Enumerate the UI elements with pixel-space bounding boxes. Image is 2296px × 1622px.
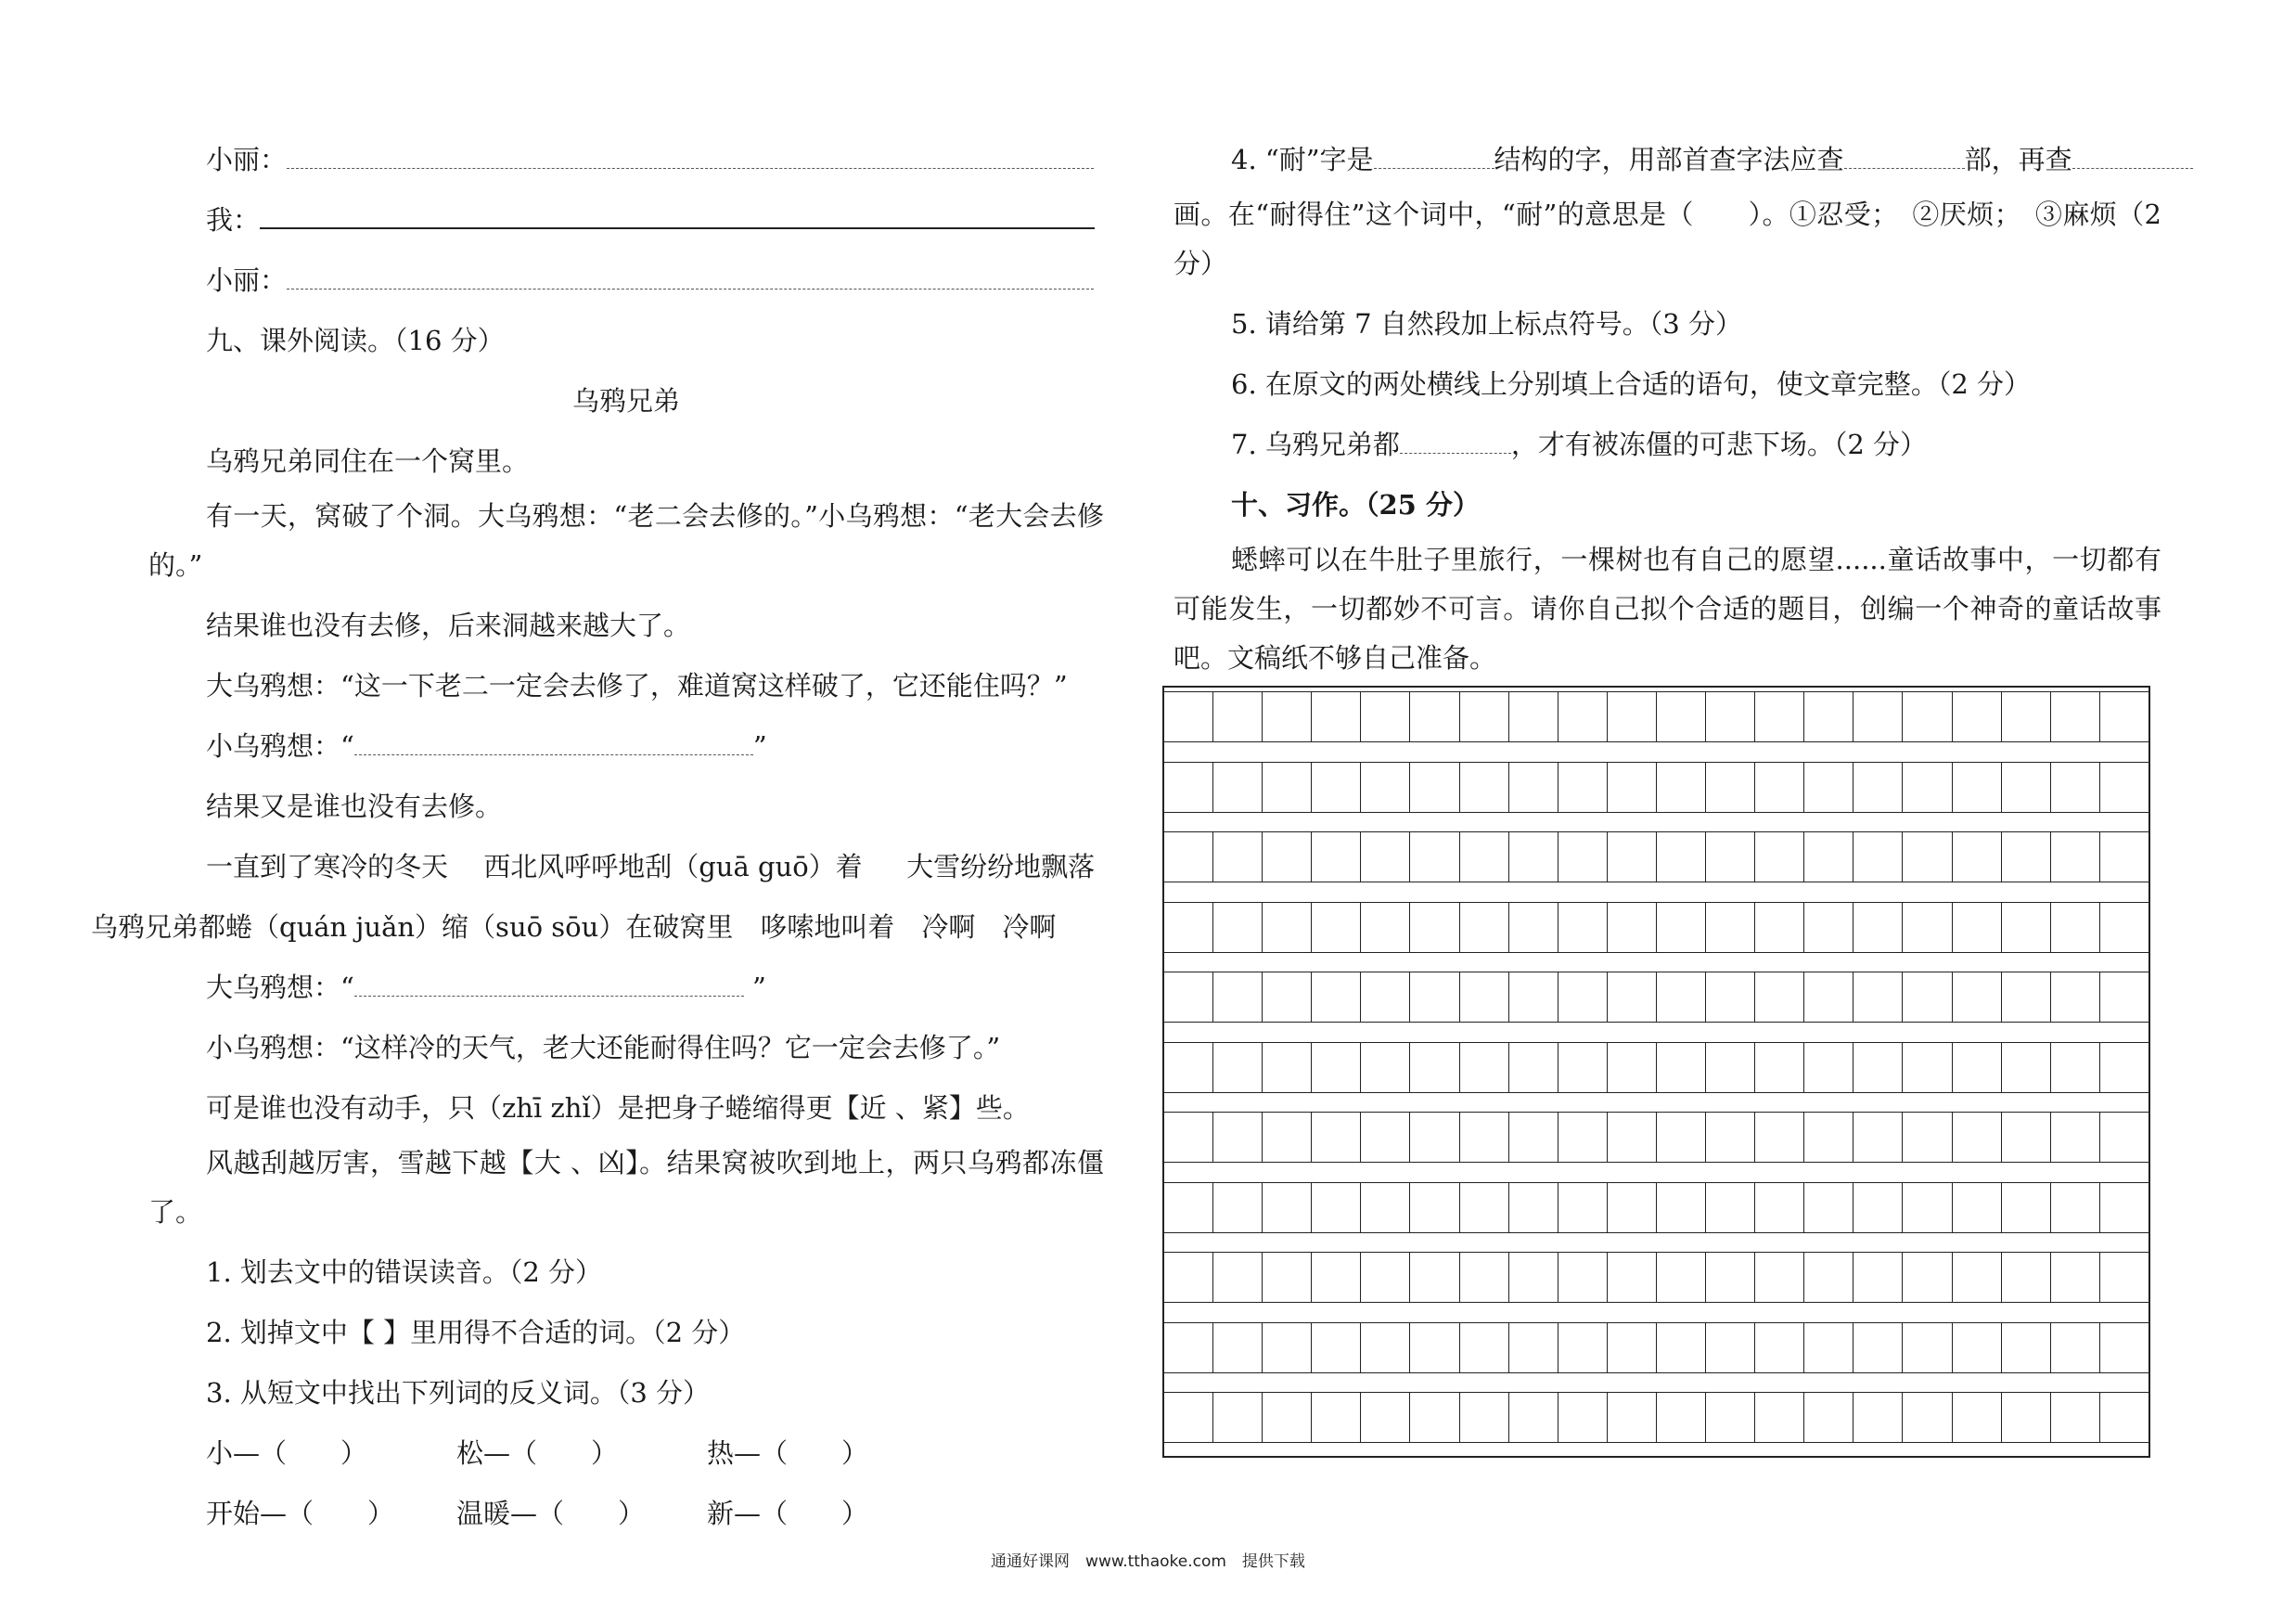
grid-cell[interactable] xyxy=(1164,1043,1212,1092)
fill-in-blank[interactable] xyxy=(1844,140,1965,169)
grid-cell[interactable] xyxy=(1360,972,1409,1022)
grid-cell[interactable] xyxy=(1656,763,1705,812)
grid-cell[interactable] xyxy=(1952,1253,2001,1302)
grid-cell[interactable] xyxy=(1952,972,2001,1022)
question-1: 1. 划去文中的错误读音。（2 分） xyxy=(206,1256,603,1288)
story-paragraph-with-blank xyxy=(148,958,1104,1018)
grid-cell[interactable] xyxy=(1607,692,1656,741)
grid-cell[interactable] xyxy=(1558,1183,1607,1232)
grid-cell[interactable] xyxy=(1952,1043,2001,1092)
question-7 xyxy=(1174,415,2161,475)
grid-cell[interactable] xyxy=(1459,832,1508,882)
question-6: 6. 在原文的两处横线上分别填上合适的语句，使文章完整。（2 分） xyxy=(1231,368,2032,400)
grid-cell[interactable] xyxy=(1508,1393,1558,1442)
grid-cell[interactable] xyxy=(1508,692,1558,741)
grid-cell[interactable] xyxy=(1360,903,1409,952)
grid-cell[interactable] xyxy=(1311,1113,1360,1162)
grid-cell[interactable] xyxy=(1803,1323,1853,1372)
grid-cell[interactable] xyxy=(1164,692,1212,741)
antonym-item[interactable]: 开始—（ ） xyxy=(206,1498,395,1529)
section-9-heading: 九、课外阅读。（16 分） xyxy=(206,325,505,356)
grid-cell[interactable] xyxy=(1459,1393,1508,1442)
grid-cell[interactable] xyxy=(1853,1043,1902,1092)
story-paragraph-7-line1: 一直到了寒冷的冬天 西北风呼呼地刮（guā guō）着 大雪纷纷地飘落 xyxy=(206,851,1096,882)
grid-cell[interactable] xyxy=(1853,832,1902,882)
grid-cell[interactable] xyxy=(1803,763,1853,812)
grid-cell[interactable] xyxy=(2001,1113,2050,1162)
grid-cell[interactable] xyxy=(1803,1113,1853,1162)
antonym-item[interactable]: 新—（ ） xyxy=(707,1498,869,1529)
grid-cell[interactable] xyxy=(1360,763,1409,812)
grid-cell[interactable] xyxy=(1754,1113,1803,1162)
story-text: 大乌鸦想：“ xyxy=(206,972,354,1003)
answer-blank[interactable] xyxy=(260,201,1095,229)
grid-cell[interactable] xyxy=(1558,1393,1607,1442)
question-5: 5. 请给第 7 自然段加上标点符号。（3 分） xyxy=(1231,308,1742,340)
dialogue-line-wo xyxy=(148,190,1104,251)
grid-cell[interactable] xyxy=(1212,1113,1262,1162)
question-4-continued: 画。在“耐得住”这个词中，“耐”的意思是（ ）。①忍受； ②厌烦； ③麻烦（2 分） xyxy=(1174,199,2161,279)
question-text: 部，再查 xyxy=(1964,144,2072,175)
grid-cell[interactable] xyxy=(1311,1393,1360,1442)
grid-cell[interactable] xyxy=(1409,1043,1458,1092)
grid-cell[interactable] xyxy=(1508,972,1558,1022)
grid-cell[interactable] xyxy=(1902,692,1951,741)
grid-cell[interactable] xyxy=(1754,1043,1803,1092)
grid-cell[interactable] xyxy=(1311,1253,1360,1302)
question-text: 4. “耐”字是 xyxy=(1231,144,1374,175)
grid-cell[interactable] xyxy=(2050,1113,2099,1162)
grid-cell[interactable] xyxy=(1262,763,1311,812)
story-paragraph-with-blank xyxy=(148,716,1104,777)
grid-cell[interactable] xyxy=(2099,972,2148,1022)
grid-row xyxy=(1164,1112,2148,1163)
grid-row xyxy=(1164,691,2148,742)
grid-cell[interactable] xyxy=(1558,1113,1607,1162)
grid-cell[interactable] xyxy=(1607,972,1656,1022)
grid-cell[interactable] xyxy=(2001,1323,2050,1372)
grid-cell[interactable] xyxy=(2001,1183,2050,1232)
grid-cell[interactable] xyxy=(1754,1323,1803,1372)
grid-cell[interactable] xyxy=(1508,832,1558,882)
grid-cell[interactable] xyxy=(1656,1253,1705,1302)
question-4-line1 xyxy=(1174,130,2161,190)
grid-cell[interactable] xyxy=(1311,1043,1360,1092)
grid-cell[interactable] xyxy=(1262,832,1311,882)
grid-cell[interactable] xyxy=(1853,903,1902,952)
grid-cell[interactable] xyxy=(1607,832,1656,882)
grid-cell[interactable] xyxy=(1952,1183,2001,1232)
grid-row xyxy=(1164,1392,2148,1443)
grid-cell[interactable] xyxy=(1754,1253,1803,1302)
grid-cell[interactable] xyxy=(2099,1113,2148,1162)
grid-row xyxy=(1164,1182,2148,1233)
grid-cell[interactable] xyxy=(1803,1183,1853,1232)
grid-cell[interactable] xyxy=(1262,692,1311,741)
grid-cell[interactable] xyxy=(1212,972,1262,1022)
grid-cell[interactable] xyxy=(1656,832,1705,882)
left-column xyxy=(91,130,1104,1544)
grid-cell[interactable] xyxy=(1409,692,1458,741)
grid-cell[interactable] xyxy=(2099,1393,2148,1442)
grid-row xyxy=(1164,1322,2148,1373)
grid-cell[interactable] xyxy=(1409,832,1458,882)
grid-cell[interactable] xyxy=(1607,1183,1656,1232)
grid-cell[interactable] xyxy=(1459,1253,1508,1302)
grid-cell[interactable] xyxy=(1459,903,1508,952)
grid-cell[interactable] xyxy=(1607,1043,1656,1092)
grid-cell[interactable] xyxy=(1360,1323,1409,1372)
grid-cell[interactable] xyxy=(1508,903,1558,952)
grid-cell[interactable] xyxy=(1952,763,2001,812)
grid-cell[interactable] xyxy=(2050,692,2099,741)
grid-cell[interactable] xyxy=(1902,1323,1951,1372)
grid-cell[interactable] xyxy=(1558,832,1607,882)
question-2: 2. 划掉文中【 】里用得不合适的词。（2 分） xyxy=(206,1317,746,1348)
grid-cell[interactable] xyxy=(2050,1393,2099,1442)
grid-cell[interactable] xyxy=(1902,903,1951,952)
grid-cell[interactable] xyxy=(1853,1323,1902,1372)
grid-cell[interactable] xyxy=(2099,1043,2148,1092)
grid-row xyxy=(1164,831,2148,882)
grid-cell[interactable] xyxy=(1607,1323,1656,1372)
grid-cell[interactable] xyxy=(1853,692,1902,741)
grid-cell[interactable] xyxy=(1952,1393,2001,1442)
antonym-item[interactable]: 温暖—（ ） xyxy=(456,1498,646,1529)
question-3: 3. 从短文中找出下列词的反义词。（3 分） xyxy=(206,1377,711,1409)
story-paragraph: 风越刮越厉害，雪越下越【大 、凶】。结果窝被吹到地上，两只乌鸦都冻僵了。 xyxy=(148,1147,1104,1228)
grid-cell[interactable] xyxy=(1459,1183,1508,1232)
dialogue-line-xiaoli-1 xyxy=(148,130,1104,190)
grid-cell[interactable] xyxy=(1212,903,1262,952)
grid-cell[interactable] xyxy=(2050,1183,2099,1232)
section-10-heading: 十、习作。（25 分） xyxy=(1231,489,1480,521)
grid-cell[interactable] xyxy=(1656,903,1705,952)
grid-cell[interactable] xyxy=(1360,1253,1409,1302)
grid-cell[interactable] xyxy=(1705,1393,1754,1442)
grid-cell[interactable] xyxy=(1803,1043,1853,1092)
grid-cell[interactable] xyxy=(1212,1043,1262,1092)
speaker-label: 小丽： xyxy=(206,144,288,175)
grid-cell[interactable] xyxy=(1360,1393,1409,1442)
grid-cell[interactable] xyxy=(2099,763,2148,812)
writing-prompt: 蟋蟀可以在牛肚子里旅行，一棵树也有自己的愿望......童话故事中，一切都有可能发生，一切都妙不可言。请你自己拟个合适的题目，创编一个神奇的童话故事吧。文稿纸不够自己准备。 xyxy=(1174,544,2161,674)
antonym-row xyxy=(148,1484,1104,1544)
grid-cell[interactable] xyxy=(1459,763,1508,812)
grid-cell[interactable] xyxy=(1262,972,1311,1022)
grid-cell[interactable] xyxy=(1607,1113,1656,1162)
grid-cell[interactable] xyxy=(1262,1323,1311,1372)
answer-blank[interactable] xyxy=(287,140,1094,169)
grid-cell[interactable] xyxy=(1459,1043,1508,1092)
answer-blank[interactable] xyxy=(287,261,1094,290)
grid-cell[interactable] xyxy=(1902,1043,1951,1092)
grid-cell[interactable] xyxy=(1902,1113,1951,1162)
grid-cell[interactable] xyxy=(1164,1393,1212,1442)
grid-cell[interactable] xyxy=(1164,832,1212,882)
grid-cell[interactable] xyxy=(1952,832,2001,882)
grid-row xyxy=(1164,1042,2148,1093)
grid-cell[interactable] xyxy=(1164,1253,1212,1302)
grid-cell[interactable] xyxy=(2099,903,2148,952)
grid-row xyxy=(1164,902,2148,953)
grid-cell[interactable] xyxy=(2050,1323,2099,1372)
grid-cell[interactable] xyxy=(1360,1043,1409,1092)
grid-cell[interactable] xyxy=(1311,1183,1360,1232)
grid-cell[interactable] xyxy=(1656,1183,1705,1232)
question-text: 7. 乌鸦兄弟都 xyxy=(1231,429,1400,460)
grid-cell[interactable] xyxy=(1164,903,1212,952)
antonym-item[interactable]: 松—（ ） xyxy=(456,1437,619,1469)
grid-cell[interactable] xyxy=(1212,1183,1262,1232)
grid-cell[interactable] xyxy=(1311,972,1360,1022)
dialogue-line-xiaoli-2 xyxy=(148,251,1104,311)
grid-cell[interactable] xyxy=(1705,832,1754,882)
grid-cell[interactable] xyxy=(1558,1323,1607,1372)
grid-cell[interactable] xyxy=(1508,1113,1558,1162)
grid-cell[interactable] xyxy=(1754,832,1803,882)
grid-cell[interactable] xyxy=(1656,1323,1705,1372)
grid-cell[interactable] xyxy=(1164,972,1212,1022)
grid-cell[interactable] xyxy=(2001,763,2050,812)
grid-cell[interactable] xyxy=(1360,832,1409,882)
grid-cell[interactable] xyxy=(1262,1393,1311,1442)
grid-cell[interactable] xyxy=(1656,1043,1705,1092)
grid-cell[interactable] xyxy=(2050,832,2099,882)
grid-cell[interactable] xyxy=(1803,832,1853,882)
grid-cell[interactable] xyxy=(1853,1113,1902,1162)
grid-cell[interactable] xyxy=(1754,692,1803,741)
grid-cell[interactable] xyxy=(1705,903,1754,952)
grid-row xyxy=(1164,972,2148,1023)
grid-cell[interactable] xyxy=(1705,692,1754,741)
story-paragraph-7-line2: 乌鸦兄弟都蜷（quán juǎn）缩（suō sōu）在破窝里 哆嗦地叫着 冷啊 冷啊 xyxy=(91,911,1057,943)
grid-cell[interactable] xyxy=(1459,692,1508,741)
grid-cell[interactable] xyxy=(1409,903,1458,952)
grid-cell[interactable] xyxy=(1902,972,1951,1022)
grid-cell[interactable] xyxy=(1853,1253,1902,1302)
grid-cell[interactable] xyxy=(1262,903,1311,952)
grid-cell[interactable] xyxy=(1311,1323,1360,1372)
grid-cell[interactable] xyxy=(1311,832,1360,882)
grid-cell[interactable] xyxy=(1754,1183,1803,1232)
grid-cell[interactable] xyxy=(1902,1183,1951,1232)
grid-cell[interactable] xyxy=(2001,692,2050,741)
grid-cell[interactable] xyxy=(1212,763,1262,812)
footer-credit: 通通好课网 www.tthaoke.com 提供下载 xyxy=(991,1552,1305,1571)
grid-row xyxy=(1164,762,2148,813)
story-text: ” xyxy=(752,730,767,762)
grid-cell[interactable] xyxy=(1262,1113,1311,1162)
grid-cell[interactable] xyxy=(1952,1323,2001,1372)
grid-cell[interactable] xyxy=(1360,1113,1409,1162)
grid-cell[interactable] xyxy=(1212,692,1262,741)
story-paragraph: 有一天，窝破了个洞。大乌鸦想：“老二会去修的。”小乌鸦想：“老大会去修的。” xyxy=(148,500,1104,581)
grid-row xyxy=(1164,1252,2148,1303)
grid-cell[interactable] xyxy=(1508,763,1558,812)
grid-cell[interactable] xyxy=(1803,1393,1853,1442)
grid-cell[interactable] xyxy=(2099,692,2148,741)
grid-cell[interactable] xyxy=(1558,1043,1607,1092)
grid-cell[interactable] xyxy=(1803,903,1853,952)
grid-cell[interactable] xyxy=(1607,903,1656,952)
grid-cell[interactable] xyxy=(1902,1393,1951,1442)
grid-cell[interactable] xyxy=(1607,1253,1656,1302)
grid-cell[interactable] xyxy=(1803,1253,1853,1302)
fill-in-blank[interactable] xyxy=(1374,140,1494,169)
grid-cell[interactable] xyxy=(1656,692,1705,741)
grid-cell[interactable] xyxy=(1853,1183,1902,1232)
fill-in-blank[interactable] xyxy=(354,727,753,755)
antonym-item[interactable]: 小—（ ） xyxy=(206,1437,368,1469)
grid-cell[interactable] xyxy=(1311,763,1360,812)
grid-cell[interactable] xyxy=(1360,692,1409,741)
grid-cell[interactable] xyxy=(2050,1253,2099,1302)
grid-cell[interactable] xyxy=(1607,763,1656,812)
grid-cell[interactable] xyxy=(1902,1253,1951,1302)
story-paragraph: 结果谁也没有去修，后来洞越来越大了。 xyxy=(206,610,691,641)
story-text: ” xyxy=(743,972,766,1003)
grid-cell[interactable] xyxy=(1164,763,1212,812)
grid-cell[interactable] xyxy=(1902,763,1951,812)
grid-cell[interactable] xyxy=(1212,832,1262,882)
grid-cell[interactable] xyxy=(1656,1393,1705,1442)
grid-cell[interactable] xyxy=(2099,1323,2148,1372)
grid-cell[interactable] xyxy=(2001,903,2050,952)
grid-cell[interactable] xyxy=(1409,763,1458,812)
story-paragraph: 结果又是谁也没有去修。 xyxy=(206,791,503,822)
grid-cell[interactable] xyxy=(2050,903,2099,952)
grid-cell[interactable] xyxy=(2001,1253,2050,1302)
grid-cell[interactable] xyxy=(1754,972,1803,1022)
grid-cell[interactable] xyxy=(1902,832,1951,882)
grid-cell[interactable] xyxy=(1212,1253,1262,1302)
grid-cell[interactable] xyxy=(1853,972,1902,1022)
story-paragraph: 乌鸦兄弟同住在一个窝里。 xyxy=(206,445,530,477)
grid-cell[interactable] xyxy=(1705,763,1754,812)
grid-cell[interactable] xyxy=(1803,972,1853,1022)
grid-cell[interactable] xyxy=(1754,903,1803,952)
antonym-item[interactable]: 热—（ ） xyxy=(707,1437,869,1469)
antonym-row xyxy=(148,1423,1104,1484)
grid-cell[interactable] xyxy=(1409,1113,1458,1162)
grid-cell[interactable] xyxy=(1754,1393,1803,1442)
grid-cell[interactable] xyxy=(1803,692,1853,741)
grid-cell[interactable] xyxy=(1558,972,1607,1022)
grid-cell[interactable] xyxy=(2099,1183,2148,1232)
grid-cell[interactable] xyxy=(1952,903,2001,952)
grid-cell[interactable] xyxy=(1311,903,1360,952)
story-paragraph: 可是谁也没有动手，只（zhī zhǐ）是把身子蜷缩得更【近 、紧】些。 xyxy=(206,1092,1030,1124)
question-text: ，才有被冻僵的可悲下场。（2 分） xyxy=(1510,429,1928,460)
grid-cell[interactable] xyxy=(1409,1323,1458,1372)
grid-cell[interactable] xyxy=(1558,1253,1607,1302)
grid-cell[interactable] xyxy=(1164,1113,1212,1162)
speaker-label: 我： xyxy=(206,204,261,236)
grid-cell[interactable] xyxy=(1558,903,1607,952)
fill-in-blank[interactable] xyxy=(354,968,744,997)
grid-cell[interactable] xyxy=(1607,1393,1656,1442)
grid-cell[interactable] xyxy=(1459,972,1508,1022)
speaker-label: 小丽： xyxy=(206,264,288,296)
composition-grid[interactable] xyxy=(1162,686,2150,1458)
grid-cell[interactable] xyxy=(1459,1323,1508,1372)
fill-in-blank[interactable] xyxy=(1400,425,1511,454)
grid-cell[interactable] xyxy=(2001,1043,2050,1092)
grid-cell[interactable] xyxy=(1262,1183,1311,1232)
question-text: 结构的字，用部首查字法应查 xyxy=(1494,144,1844,175)
grid-cell[interactable] xyxy=(1409,1253,1458,1302)
grid-cell[interactable] xyxy=(1705,972,1754,1022)
grid-cell[interactable] xyxy=(1952,692,2001,741)
grid-cell[interactable] xyxy=(1164,1323,1212,1372)
grid-cell[interactable] xyxy=(1705,1183,1754,1232)
grid-cell[interactable] xyxy=(2050,763,2099,812)
grid-cell[interactable] xyxy=(2099,1253,2148,1302)
grid-cell[interactable] xyxy=(1508,1043,1558,1092)
grid-cell[interactable] xyxy=(1656,972,1705,1022)
grid-cell[interactable] xyxy=(2050,1043,2099,1092)
story-title: 乌鸦兄弟 xyxy=(571,385,680,417)
grid-cell[interactable] xyxy=(1262,1253,1311,1302)
grid-cell[interactable] xyxy=(1853,1393,1902,1442)
story-paragraph: 大乌鸦想：“这一下老二一定会去修了，难道窝这样破了，它还能住吗？” xyxy=(206,670,1068,702)
grid-cell[interactable] xyxy=(1262,1043,1311,1092)
grid-cell[interactable] xyxy=(1558,692,1607,741)
grid-cell[interactable] xyxy=(2001,1393,2050,1442)
grid-cell[interactable] xyxy=(1409,972,1458,1022)
story-paragraph: 小乌鸦想：“这样冷的天气，老大还能耐得住吗？它一定会去修了。” xyxy=(206,1032,1001,1063)
right-column xyxy=(1174,130,2161,683)
fill-in-blank[interactable] xyxy=(2072,140,2193,169)
grid-cell[interactable] xyxy=(1705,1043,1754,1092)
grid-cell[interactable] xyxy=(1212,1393,1262,1442)
grid-cell[interactable] xyxy=(1508,1183,1558,1232)
grid-cell[interactable] xyxy=(1459,1113,1508,1162)
grid-cell[interactable] xyxy=(1705,1323,1754,1372)
grid-cell[interactable] xyxy=(1754,763,1803,812)
grid-cell[interactable] xyxy=(1853,763,1902,812)
grid-cell[interactable] xyxy=(1952,1113,2001,1162)
grid-cell[interactable] xyxy=(1558,763,1607,812)
grid-cell[interactable] xyxy=(2001,832,2050,882)
grid-cell[interactable] xyxy=(1360,1183,1409,1232)
grid-cell[interactable] xyxy=(1409,1183,1458,1232)
story-text: 小乌鸦想：“ xyxy=(206,730,354,762)
grid-cell[interactable] xyxy=(1212,1323,1262,1372)
grid-cell[interactable] xyxy=(1409,1393,1458,1442)
grid-cell[interactable] xyxy=(2050,972,2099,1022)
grid-cell[interactable] xyxy=(1508,1253,1558,1302)
grid-cell[interactable] xyxy=(1705,1253,1754,1302)
grid-cell[interactable] xyxy=(1164,1183,1212,1232)
grid-cell[interactable] xyxy=(2001,972,2050,1022)
grid-cell[interactable] xyxy=(1705,1113,1754,1162)
grid-cell[interactable] xyxy=(1508,1323,1558,1372)
grid-cell[interactable] xyxy=(1311,692,1360,741)
grid-cell[interactable] xyxy=(2099,832,2148,882)
grid-cell[interactable] xyxy=(1656,1113,1705,1162)
